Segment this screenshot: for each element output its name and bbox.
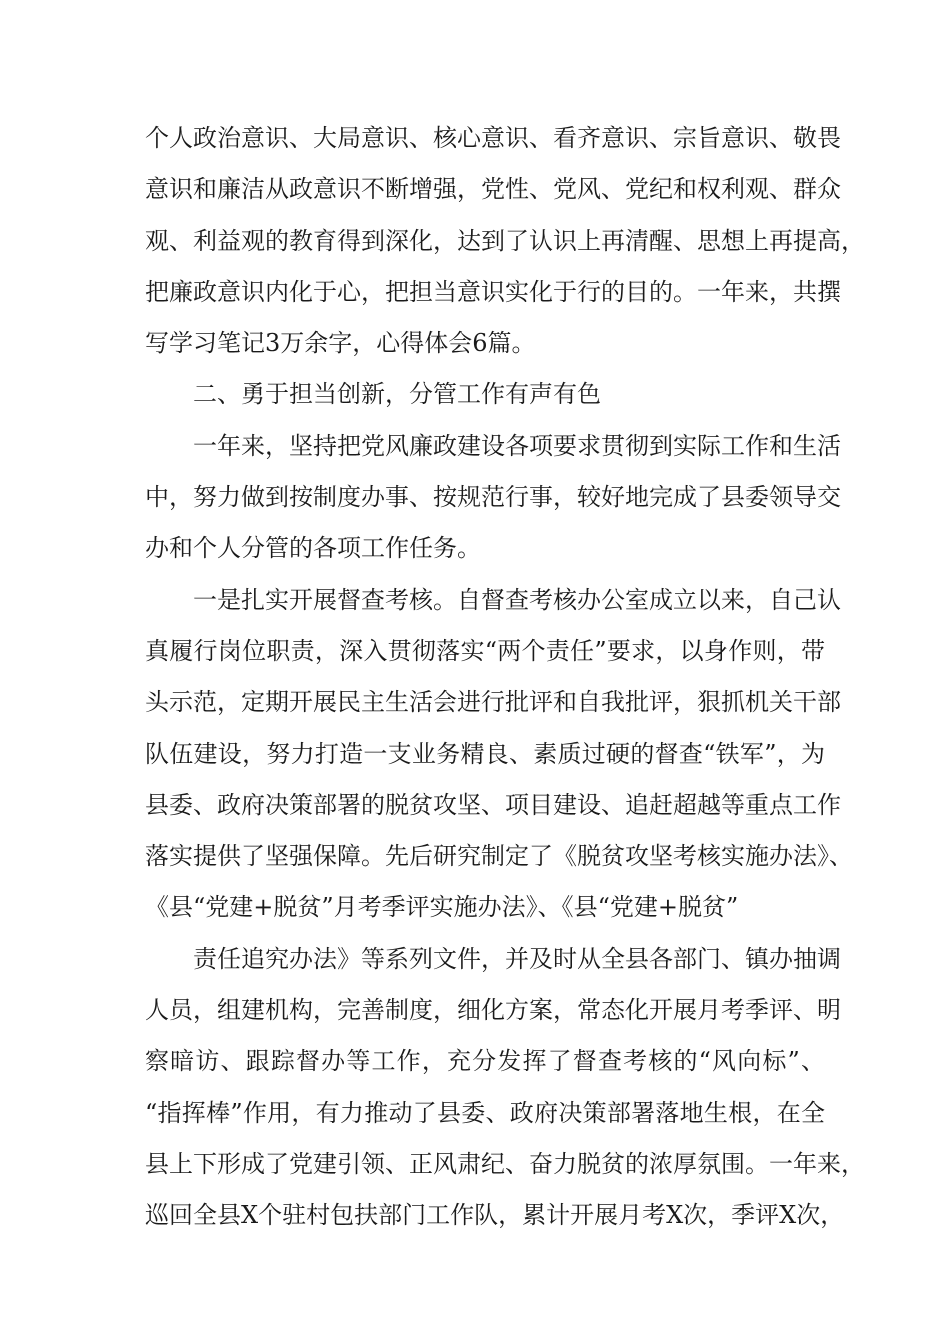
text-line: 真履行岗位职责，深入贯彻落实“两个责任”要求，以身作则，带 [145, 636, 825, 665]
text-line: 人员，组建机构，完善制度，细化方案，常态化开展月考季评、明 [145, 996, 841, 1025]
text-line: 个人政治意识、大局意识、核心意识、看齐意识、宗旨意识、敬畏 [145, 124, 841, 152]
text-line: 把廉政意识内化于心，把担当意识实化于行的目的。一年来，共撰 [145, 277, 841, 306]
text-line: 察暗访、跟踪督办等工作，充分发挥了督查考核的“风向标”、 [145, 1047, 825, 1076]
text-line: 写学习笔记3万余字，心得体会6篇。 [145, 329, 536, 358]
text-line: 县上下形成了党建引领、正风肃纪、奋力脱贫的浓厚氛围。一年来， [145, 1149, 865, 1178]
text-line: 《县“党建+脱贫”月考季评实施办法》、《县“党建+脱贫” [145, 893, 739, 922]
text-line: 队伍建设，努力打造一支业务精良、素质过硬的督查“铁军”，为 [145, 739, 825, 768]
text-line: 意识和廉洁从政意识不断增强，党性、党风、党纪和权利观、群众 [145, 175, 841, 204]
body-text [145, 118, 865, 1247]
text-line: 头示范，定期开展民主生活会进行批评和自我批评，狠抓机关干部 [145, 688, 841, 717]
text-line: 办和个人分管的各项工作任务。 [145, 534, 481, 563]
text-line: 落实提供了坚强保障。先后研究制定了《脱贫攻坚考核实施办法》、 [145, 842, 853, 871]
text-line: 责任追究办法》等系列文件，并及时从全县各部门、镇办抽调 [193, 944, 841, 973]
text-line: 一年来，坚持把党风廉政建设各项要求贯彻到实际工作和生活 [193, 431, 841, 460]
text-line: 县委、政府决策部署的脱贫攻坚、项目建设、追赶超越等重点工作 [145, 790, 841, 819]
text-line: 观、利益观的教育得到深化，达到了认识上再清醒、思想上再提高， [145, 226, 865, 255]
text-line: “指挥棒”作用，有力推动了县委、政府决策部署落地生根，在全 [145, 1098, 825, 1127]
text-line: 二、勇于担当创新，分管工作有声有色 [193, 380, 601, 409]
text-line: 巡回全县X个驻村包扶部门工作队，累计开展月考X次，季评X次， [145, 1201, 845, 1230]
text-line: 中，努力做到按制度办事、按规范行事，较好地完成了县委领导交 [145, 483, 841, 512]
text-line: 一是扎实开展督查考核。自督查考核办公室成立以来，自己认 [193, 585, 841, 614]
